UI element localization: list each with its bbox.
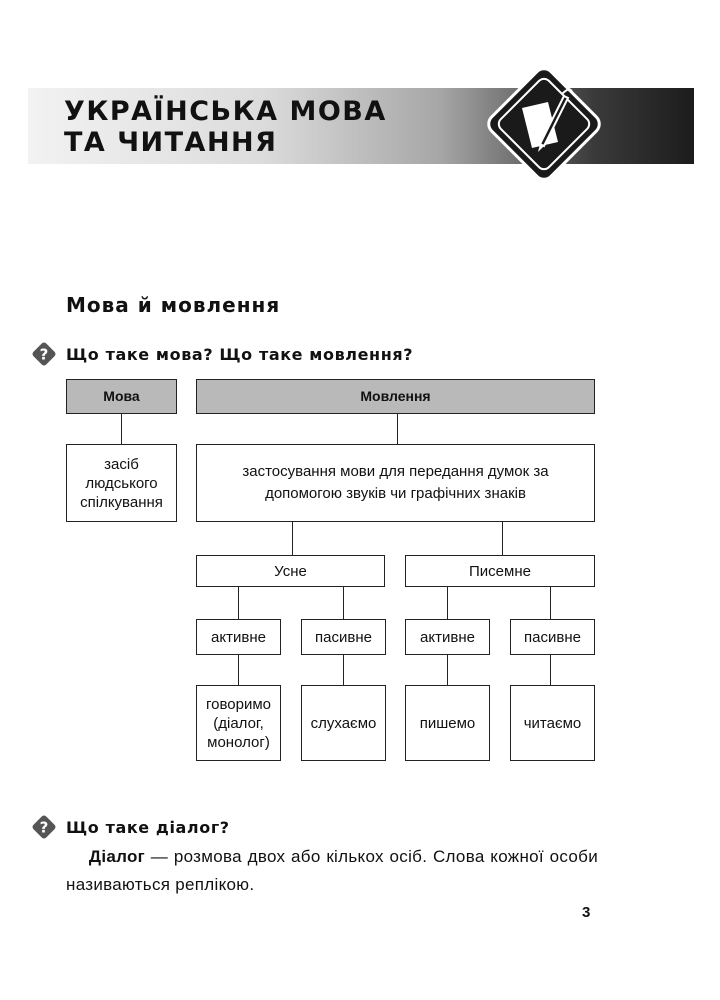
usne-box: Усне: [196, 555, 385, 587]
usne-active-box: активне: [196, 619, 281, 655]
usne-passive-box: пасивне: [301, 619, 386, 655]
connector-line: [550, 586, 551, 620]
dialogue-term: Діалог: [88, 847, 146, 866]
mova-definition: засіб людського спілкування: [66, 444, 177, 522]
connector-line: [447, 586, 448, 620]
subject-title-line1: УКРАЇНСЬКА МОВА: [64, 96, 387, 127]
pysemne-active-example: пишемо: [405, 685, 490, 761]
pysemne-passive-example: читаємо: [510, 685, 595, 761]
pysemne-passive-box: пасивне: [510, 619, 595, 655]
movlennia-definition: застосування мови для передання думок за допомогою звуків чи графічних знаків: [196, 444, 595, 522]
movlennia-header: Мовлення: [196, 379, 595, 414]
connector-line: [121, 413, 122, 445]
notebook-pen-icon: [478, 58, 610, 190]
connector-line: [292, 521, 293, 556]
question-mark-icon: [30, 340, 58, 368]
connector-line: [343, 654, 344, 686]
dialogue-text: — розмова двох або кількох осіб. Слова кожної особи називаються реплікою.: [66, 847, 599, 894]
dialogue-definition: [66, 843, 598, 899]
mova-header: Мова: [66, 379, 177, 414]
connector-line: [502, 521, 503, 556]
connector-line: [238, 654, 239, 686]
pysemne-active-box: активне: [405, 619, 490, 655]
question-what-is-language: [30, 339, 413, 369]
connector-line: [550, 654, 551, 686]
subject-title: [64, 96, 387, 158]
svg-text:?: ?: [39, 345, 49, 364]
question-text: Що таке діалог?: [66, 817, 230, 837]
question-text: Що таке мова? Що таке мовлення?: [66, 344, 414, 364]
connector-line: [397, 413, 398, 445]
question-mark-icon: [30, 813, 58, 841]
pysemne-box: Писемне: [405, 555, 595, 587]
usne-active-example: говоримо (діалог, монолог): [196, 685, 281, 761]
page-number: 3: [582, 904, 591, 921]
svg-text:?: ?: [39, 818, 49, 837]
connector-line: [447, 654, 448, 686]
subject-title-line2: ТА ЧИТАННЯ: [64, 127, 278, 158]
connector-line: [343, 586, 344, 620]
usne-passive-example: слухаємо: [301, 685, 386, 761]
question-what-is-dialogue: [30, 812, 230, 842]
connector-line: [238, 586, 239, 620]
section-title: Мова й мовлення: [66, 293, 281, 317]
